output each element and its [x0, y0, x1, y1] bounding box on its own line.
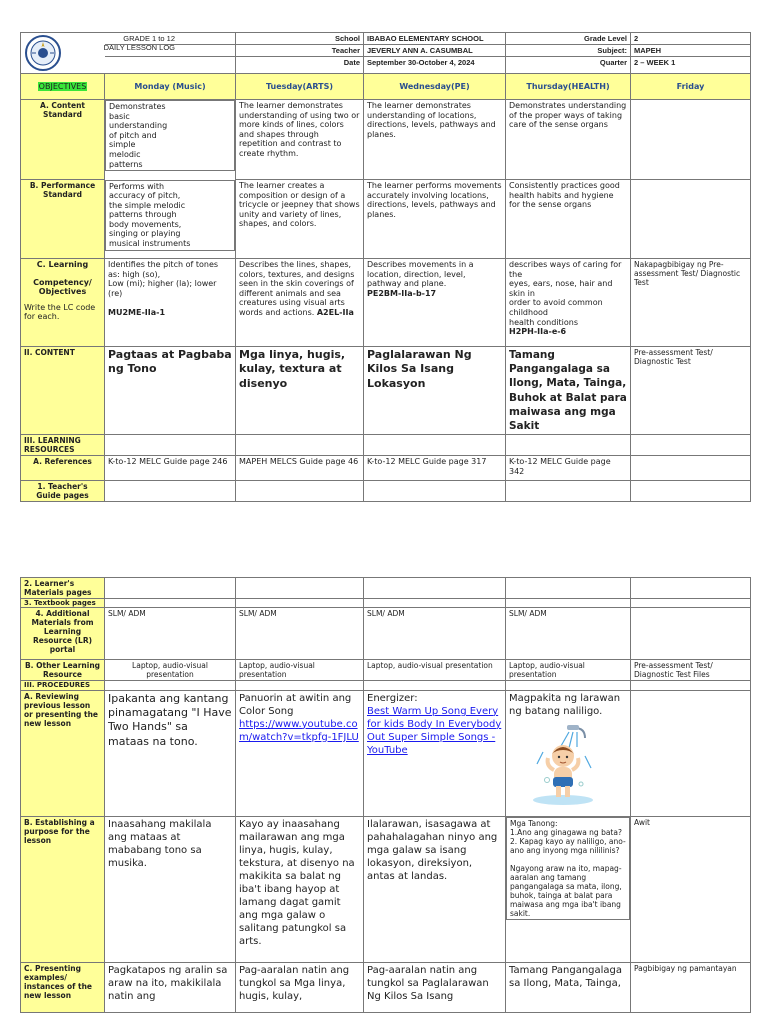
lc-code-thu: H2PH-IIa-e-6 [509, 327, 567, 337]
row-label-content-standard: A. Content Standard [21, 100, 105, 180]
lesson-log-table-page2 [20, 577, 751, 1013]
references-mon: K-to-12 MELC Guide page 246 [105, 456, 236, 481]
purpose-thu: Mga Tanong: 1.Ano ang ginagawa ng bata? 2. Kapag kayo ay naliligo, ano-ano ang inyong mga nililinis? Ngayong araw na ito, mapag-aaralan ang tamang pangangalaga sa mata, ilong, buhok, tainga at balat para maiwasa ang mga iba't ibang sakit. [506, 817, 630, 920]
color-song-link[interactable]: https://www.youtube.com/watch?v=tkpfg-1FJLU [239, 718, 359, 743]
review-mon: Ipakanta ang kantang pinamagatang "I Have Two Hands" sa mataas na tono. [105, 690, 236, 816]
deped-seal-cell [21, 33, 175, 74]
content-wed: Paglalarawan Ng Kilos Sa Isang Lokasyon [364, 347, 506, 435]
competency-mon: Identifies the pitch of tones as: high (so), Low (mi); higher (la); lower (re) MU2ME-IIa-1 [105, 259, 236, 347]
row-label-learning-resources: III. LEARNING RESOURCES [21, 435, 105, 456]
additional-wed: SLM/ ADM [364, 608, 506, 660]
quarter-label: Quarter [506, 57, 631, 74]
school-value: IBABAO ELEMENTARY SCHOOL [364, 33, 506, 45]
review-wed: Energizer: Best Warm Up Song Every for kids Body In Everybody Out Super Simple Songs - YouTube [364, 690, 506, 816]
review-thu: Magpakita ng larawan ng batang naliligo. [506, 690, 631, 816]
present-mon: Pagkatapos ng aralin sa araw na ito, makikilala natin ang [105, 962, 236, 1012]
competency-wed: Describes movements in a location, direction, level, pathway and plane. PE2BM-IIa-b-17 [364, 259, 506, 347]
performance-standard-tue: The learner creates a composition or design of a tricycle or jeepney that shows unity and variety of lines, shapes, and colors. [236, 180, 364, 259]
present-thu: Tamang Pangangalaga sa Ilong, Mata, Tainga, [506, 962, 631, 1012]
references-wed: K-to-12 MELC Guide page 317 [364, 456, 506, 481]
content-standard-mon: Demonstrates basic understanding of pitch and simple melodic patterns [105, 100, 235, 171]
content-standard-tue: The learner demonstrates understanding of using two or more kinds of lines, colors and shapes through repetition and contrast to create rhythm. [236, 100, 364, 180]
lc-code-mon: MU2ME-IIa-1 [108, 308, 166, 318]
day-header-friday: Friday [631, 74, 751, 100]
row-label-reviewing: A. Reviewing previous lesson or presenting the new lesson [21, 690, 105, 816]
review-tue: Panuorin at awitin ang Color Song https://www.youtube.com/watch?v=tkpfg-1FJLU [236, 690, 364, 816]
additional-tue: SLM/ ADM [236, 608, 364, 660]
row-label-procedures: III. PROCEDURES [21, 681, 105, 690]
competency-tue: Describes the lines, shapes, colors, textures, and designs seen in the skin coverings of different animals and sea creatures using visual arts words and actions. A2EL-IIa [236, 259, 364, 347]
day-header-wednesday: Wednesday(PE) [364, 74, 506, 100]
day-header-thursday: Thursday(HEALTH) [506, 74, 631, 100]
present-fri: Pagbibigay ng pamantayan [631, 962, 751, 1012]
child-bathing-illustration [523, 722, 603, 806]
performance-standard-wed: The learner performs movements accurately involving locations, directions, levels, pathways and planes. [364, 180, 506, 259]
grade-label: Grade Level [506, 33, 631, 45]
content-standard-fri [631, 100, 751, 180]
other-resources-thu: Laptop, audio-visual presentation [506, 660, 631, 681]
purpose-wed: Ilalarawan, isasagawa at pahahalagahan ninyo ang mga galaw sa isang lokasyon, direksiyon, antas at landas. [364, 816, 506, 962]
additional-fri [631, 608, 751, 660]
row-label-other-resources: B. Other Learning Resource [21, 660, 105, 681]
content-thu: Tamang Pangangalaga sa Ilong, Mata, Tainga, Buhok at Balat para maiwasa ang mga Sakit [506, 347, 631, 435]
present-wed: Pag-aaralan natin ang tungkol sa Paglalarawan Ng Kilos Sa Isang [364, 962, 506, 1012]
content-standard-wed: The learner demonstrates understanding of locations, directions, levels, pathways and planes. [364, 100, 506, 180]
other-resources-fri: Pre-assessment Test/ Diagnostic Test Files [631, 660, 751, 681]
content-tue: Mga linya, hugis, kulay, textura at disenyo [236, 347, 364, 435]
other-resources-tue: Laptop, audio-visual presentation [236, 660, 364, 681]
row-label-performance-standard: B. Performance Standard [21, 180, 105, 259]
review-fri [631, 690, 751, 816]
purpose-tue: Kayo ay inaasahang mailarawan ang mga linya, hugis, kulay, tekstura, at disenyo na makikita sa balat ng iba't ibang hayop at lamang dagat gamit ang mga galaw o salitang patungkol sa arts. [236, 816, 364, 962]
present-tue: Pag-aaralan natin ang tungkol sa Mga linya, hugis, kulay, [236, 962, 364, 1012]
school-label: School [236, 33, 364, 45]
other-resources-mon: Laptop, audio-visual presentation [105, 660, 236, 681]
lc-code-wed: PE2BM-IIa-b-17 [367, 288, 437, 298]
row-label-textbook: 3. Textbook pages [21, 599, 105, 608]
competency-thu: describes ways of caring for the eyes, ears, nose, hair and skin in order to avoid common childhood health conditions H2PH-IIa-e-6 [506, 259, 631, 347]
date-value: September 30-October 4, 2024 [364, 57, 506, 74]
quarter-value: 2 – WEEK 1 [631, 57, 751, 74]
day-header-tuesday: Tuesday(ARTS) [236, 74, 364, 100]
other-resources-wed: Laptop, audio-visual presentation [364, 660, 506, 681]
subject-value: MAPEH [631, 45, 751, 57]
subject-label: Subject: [506, 45, 631, 57]
row-label-teachers-guide: 1. Teacher's Guide pages [21, 481, 105, 502]
content-fri: Pre-assessment Test/ Diagnostic Test [631, 347, 751, 435]
lesson-log-table-page1 [20, 32, 751, 502]
date-label: Date [236, 57, 364, 74]
references-tue: MAPEH MELCS Guide page 46 [236, 456, 364, 481]
row-label-learners-materials: 2. Learner's Materials pages [21, 578, 105, 599]
objectives-header: OBJECTIVES [38, 81, 87, 91]
performance-standard-mon: Performs with accuracy of pitch, the simple melodic patterns through body movements, singing or playing musical instruments [105, 180, 235, 251]
additional-mon: SLM/ ADM [105, 608, 236, 660]
day-header-monday: Monday (Music) [105, 74, 236, 100]
references-thu: K-to-12 MELC Guide page 342 [506, 456, 631, 481]
teacher-value: JEVERLY ANN A. CASUMBAL [364, 45, 506, 57]
row-label-purpose: B. Establishing a purpose for the lesson [21, 816, 105, 962]
dll-title-line2: DAILY LESSON LOG [103, 43, 175, 52]
content-mon: Pagtaas at Pagbaba ng Tono [105, 347, 236, 435]
row-label-presenting: C. Presenting examples/ instances of the new lesson [21, 962, 105, 1012]
purpose-mon: Inaasahang makilala ang mataas at mababang tono sa musika. [105, 816, 236, 962]
performance-standard-thu: Consistently practices good health habits and hygiene for the sense organs [506, 180, 631, 259]
references-fri [631, 456, 751, 481]
teacher-label: Teacher [236, 45, 364, 57]
deped-seal-icon [23, 34, 63, 72]
row-label-competency: C. Learning Competency/ Objectives Write the LC code for each. [21, 259, 105, 347]
lc-code-tue: A2EL-IIa [316, 307, 354, 317]
grade-value: 2 [631, 33, 751, 45]
row-label-additional-materials: 4. Additional Materials from Learning Resource (LR) portal [21, 608, 105, 660]
purpose-fri: Awit [631, 816, 751, 962]
dll-title-line1: GRADE 1 to 12 [123, 34, 175, 43]
additional-thu: SLM/ ADM [506, 608, 631, 660]
content-standard-thu: Demonstrates understanding of the proper ways of taking care of the sense organs [506, 100, 631, 180]
row-label-content: II. CONTENT [21, 347, 105, 435]
row-label-references: A. References [21, 456, 105, 481]
competency-fri: Nakapagbibigay ng Pre-assessment Test/ Diagnostic Test [631, 259, 751, 347]
performance-standard-fri [631, 180, 751, 259]
warm-up-song-link[interactable]: Best Warm Up Song Every for kids Body In Everybody Out Super Simple Songs - YouTube [367, 705, 502, 756]
